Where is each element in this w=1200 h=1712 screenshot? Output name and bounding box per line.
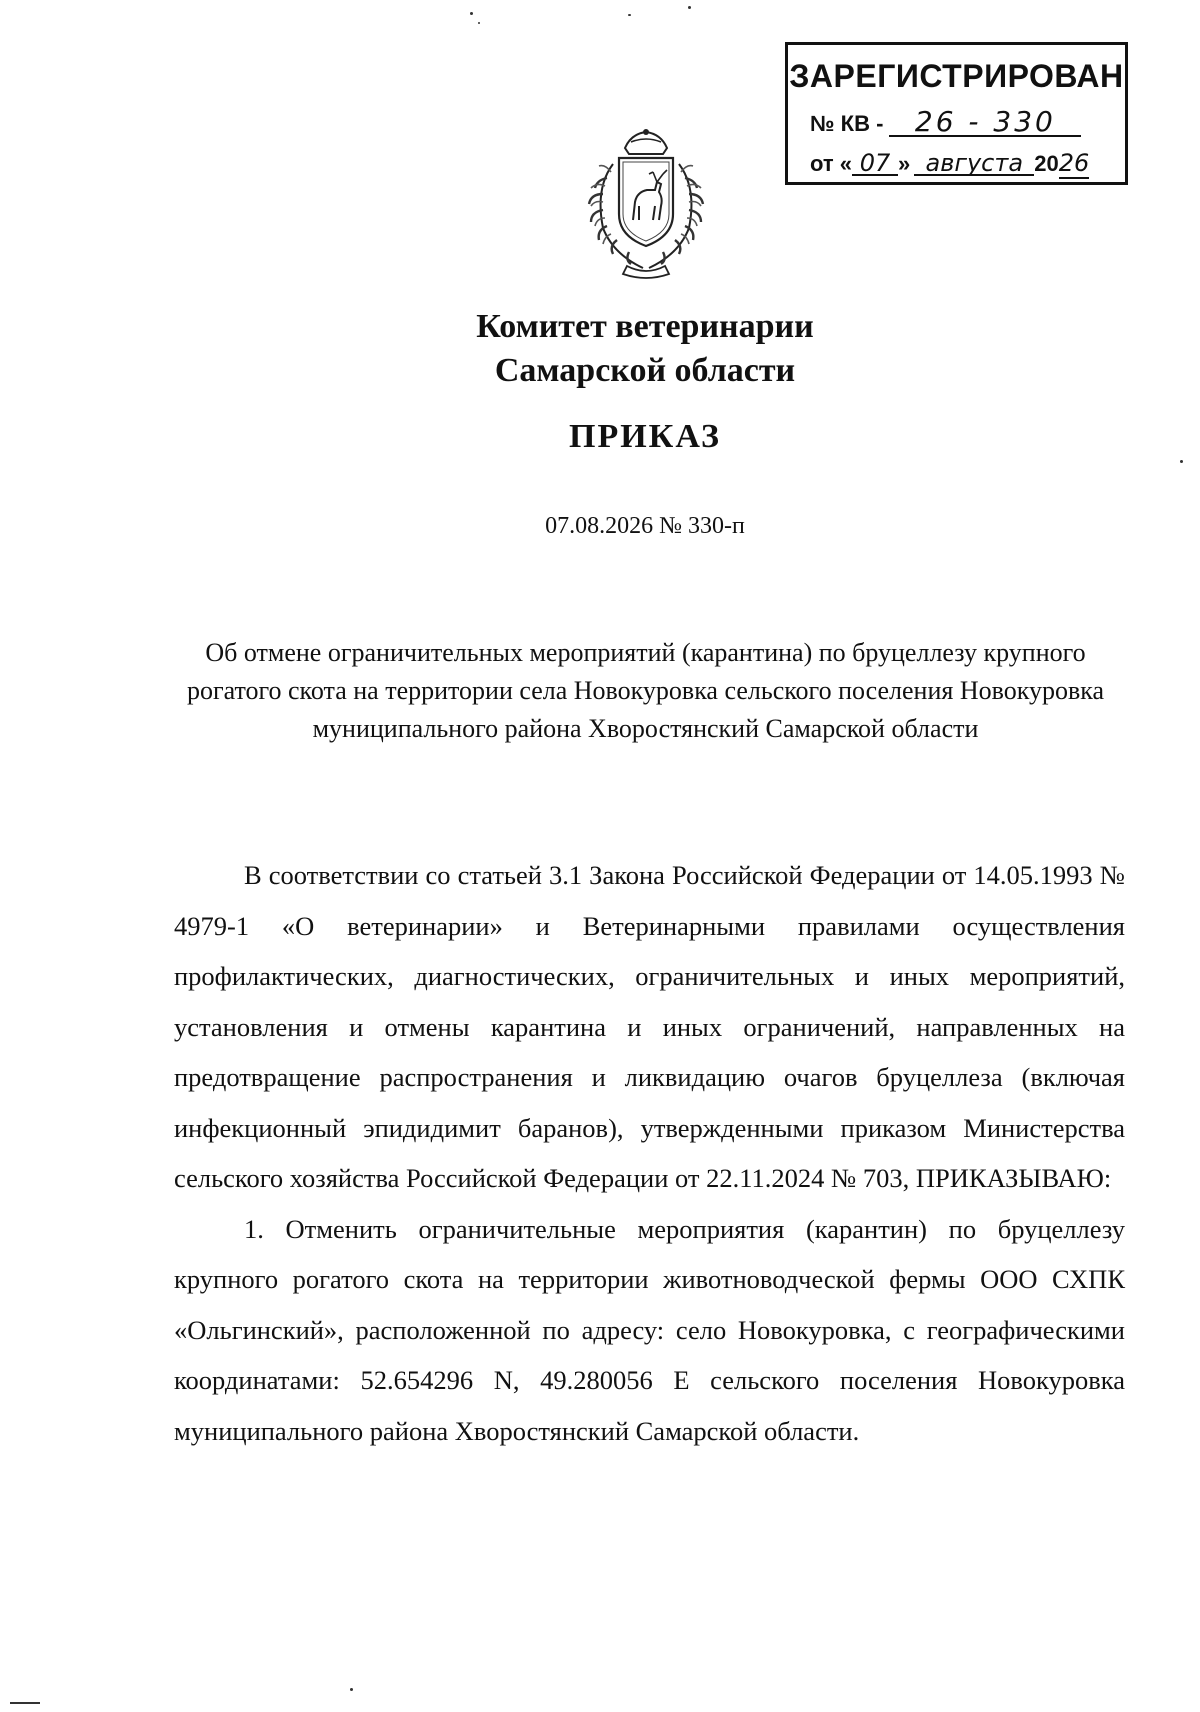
coat-of-arms-icon [573,128,719,280]
body-paragraph-item-1: 1. Отменить ограничительные мероприятия (карантин) по бруцеллезу крупного рогатого скота на территории животноводческой фермы ООО СХПК «Ольгинский», расположенной по адресу: село Новокуровка, с географическими координатами: 52.654296 N, 49.280056 E сельского поселения Новокуровка муниципального района Хворостянский Самарской области. [174,1213,1125,1446]
stamp-date-year-handwritten: 26 [1058,149,1090,177]
document-type: ПРИКАЗ [569,418,721,455]
stamp-date-row [810,149,1089,177]
stamp-date-day: 07 [852,152,898,176]
stamp-date-mid: » [898,151,911,176]
stamp-number-prefix: № КВ - [810,111,884,136]
stamp-date-year-printed: 20 [1034,151,1059,176]
stamp-date-prefix: от « [810,151,853,176]
registration-stamp [785,42,1128,185]
stamp-number-row [810,105,1081,138]
scan-speck [1180,460,1183,463]
stamp-number-handwritten: 26 - 330 [889,109,1081,137]
stamp-date-month: августа [914,152,1034,176]
document-date-number: 07.08.2026 № 330-п [545,513,745,539]
organization-name-line1: Комитет ветеринарии [476,308,814,345]
document-subject: Об отмене ограничительных мероприятий (карантина) по бруцеллезу крупного рогатого скота на территории села Новокуровка сельского поселения Новокуровка муниципального района Хворостянский Самарской области [186,638,1105,743]
scan-speck [478,22,480,24]
organization-name-line2: Самарской области [494,352,796,389]
scan-speck [688,6,691,9]
scan-speck [10,1702,40,1704]
scan-speck [350,1688,353,1691]
scan-speck [628,14,631,16]
document-body [174,850,1125,1456]
stamp-title: ЗАРЕГИСТРИРОВАН [789,58,1124,94]
scan-speck [470,12,473,15]
body-paragraph-preamble: В соответствии со статьей 3.1 Закона Российской Федерации от 14.05.1993 № 4979-1 «О ветеринарии» и Ветеринарными правилами осуществления профилактических, диагностических, ограничительных и иных мероприятий, установления и отмены карантина и иных ограничений, направленных на предотвращение распространения и ликвидацию очагов бруцеллеза (включая инфекционный эпидидимит баранов), утвержденными приказом Министерства сельского хозяйства Российской Федерации от 22.11.2024 № 703, ПРИКАЗЫВАЮ: [174,860,1125,1193]
